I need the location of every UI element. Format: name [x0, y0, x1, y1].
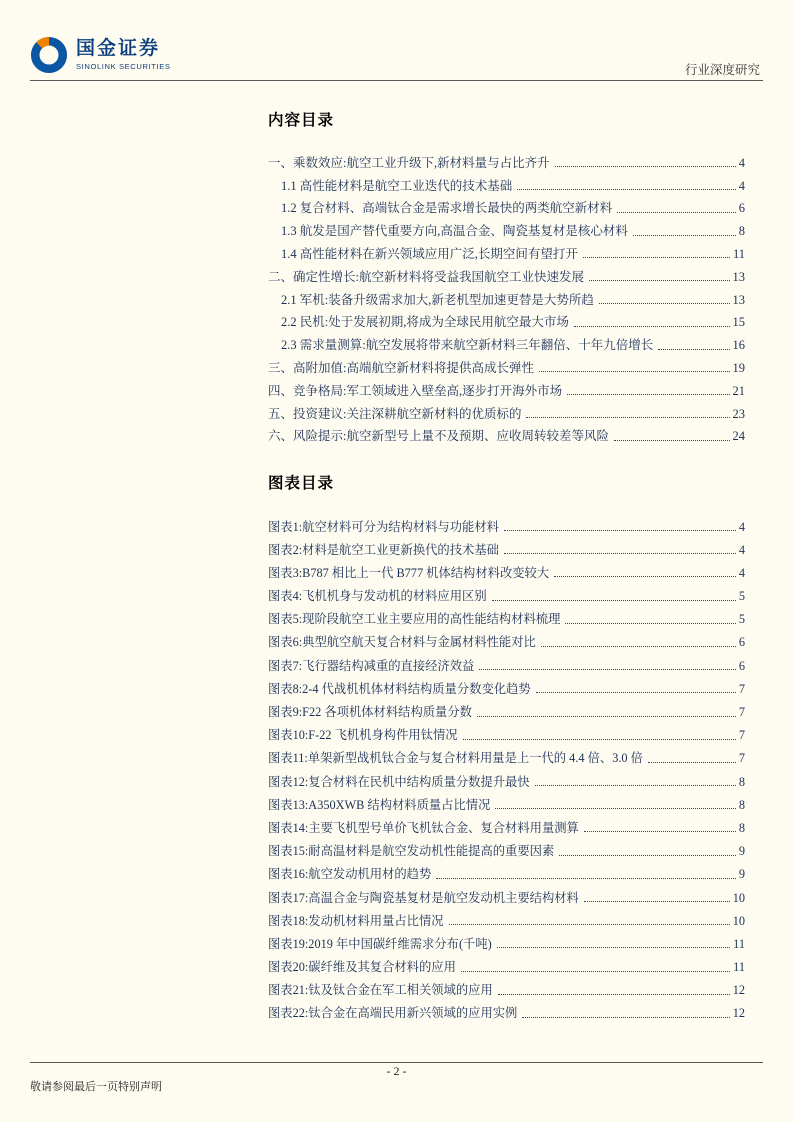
- toc-page-number: 11: [733, 936, 745, 951]
- toc-item-label: 图表21:钛及钛合金在军工相关领域的应用: [268, 983, 493, 998]
- toc-page-number: 4: [738, 519, 745, 534]
- toc-item[interactable]: [268, 975, 745, 998]
- dot-leader: [517, 189, 735, 190]
- dot-leader: [584, 831, 736, 832]
- header-divider: [30, 80, 763, 81]
- toc-item[interactable]: [268, 376, 745, 399]
- dot-leader: [554, 576, 736, 577]
- toc-item[interactable]: [268, 511, 745, 534]
- toc-item[interactable]: [268, 216, 745, 239]
- toc-item[interactable]: [268, 148, 745, 171]
- dot-leader: [565, 623, 735, 624]
- toc-item-label: 三、高附加值:高端航空新材料将提供高成长弹性: [268, 360, 534, 375]
- dot-leader: [479, 669, 736, 670]
- dot-leader: [495, 808, 735, 809]
- dot-leader: [539, 371, 730, 372]
- dot-leader: [436, 878, 736, 879]
- toc-item-label: 图表16:航空发动机用材的趋势: [268, 867, 432, 882]
- toc-page-number: 13: [732, 269, 745, 284]
- toc-item-label: 图表1:航空材料可分为结构材料与功能材料: [268, 519, 499, 534]
- dot-leader: [559, 855, 736, 856]
- logo-text: [76, 39, 171, 71]
- dot-leader: [633, 235, 736, 236]
- dot-leader: [584, 901, 730, 902]
- toc-item[interactable]: [268, 239, 745, 262]
- toc-item[interactable]: [268, 308, 745, 331]
- toc-page-number: 4: [738, 155, 745, 170]
- toc-item-label: 图表14:主要飞机型号单价飞机钛合金、复合材料用量测算: [268, 820, 579, 835]
- footer-divider: [30, 1062, 763, 1063]
- dot-leader: [617, 212, 735, 213]
- dot-leader: [504, 553, 736, 554]
- toc-item[interactable]: [268, 766, 745, 789]
- content-column: [268, 96, 745, 1021]
- dot-leader: [648, 762, 736, 763]
- toc-page-number: 21: [732, 383, 745, 398]
- toc-page-number: 6: [738, 658, 745, 673]
- toc-item[interactable]: [268, 790, 745, 813]
- footer-disclaimer: 敬请参阅最后一页特别声明: [30, 1081, 162, 1093]
- toc-page-number: 7: [738, 681, 745, 696]
- toc-item-label: 图表15:耐高温材料是航空发动机性能提高的重要因素: [268, 844, 555, 859]
- toc-page-number: 5: [738, 589, 745, 604]
- toc-item[interactable]: [268, 558, 745, 581]
- toc-item[interactable]: [268, 674, 745, 697]
- toc-item-label: 六、风险提示:航空新型号上量不及预期、应收周转较差等风险: [268, 429, 609, 444]
- toc-page-number: 16: [732, 338, 745, 353]
- toc-item-label: 2.3 需求量测算:航空发展将带来航空新材料三年翻倍、十年九倍增长: [281, 338, 654, 353]
- toc-page-number: 11: [732, 246, 745, 261]
- toc-item[interactable]: [268, 627, 745, 650]
- dot-leader: [449, 924, 730, 925]
- dot-leader: [526, 417, 729, 418]
- toc-item[interactable]: [268, 929, 745, 952]
- toc-item-label: 一、乘数效应:航空工业升级下,新材料量与占比齐升: [268, 155, 550, 170]
- sinolink-logo-icon: [30, 36, 68, 74]
- toc-item-label: 二、确定性增长:航空新材料将受益我国航空工业快速发展: [268, 269, 584, 284]
- toc-item-label: 图表8:2-4 代战机机体材料结构质量分数变化趋势: [268, 681, 531, 696]
- toc-page-number: 8: [738, 224, 745, 239]
- toc-item-label: 1.4 高性能材料在新兴领域应用广泛,长期空间有望打开: [281, 246, 578, 261]
- dot-leader: [504, 530, 736, 531]
- toc-page-number: 15: [732, 315, 745, 330]
- toc-item[interactable]: [268, 262, 745, 285]
- toc-page-number: 12: [732, 983, 745, 998]
- toc-item[interactable]: [268, 906, 745, 929]
- toc-page-number: 9: [738, 844, 745, 859]
- toc-item-label: 图表3:B787 相比上一代 B777 机体结构材料改变较大: [268, 565, 550, 580]
- toc-page-number: 10: [732, 890, 745, 905]
- toc-item-label: 图表9:F22 各项机体材料结构质量分数: [268, 705, 472, 720]
- toc-item[interactable]: [268, 285, 745, 308]
- dot-leader: [477, 716, 736, 717]
- toc-item-label: 1.3 航发是国产替代重要方向,高温合金、陶瓷基复材是核心材料: [281, 224, 628, 239]
- toc-item-label: 图表2:材料是航空工业更新换代的技术基础: [268, 542, 499, 557]
- toc-item[interactable]: [268, 399, 745, 422]
- toc-item[interactable]: [268, 604, 745, 627]
- toc-item[interactable]: [268, 330, 745, 353]
- dot-leader: [492, 600, 736, 601]
- toc-item-label: 五、投资建议:关注深耕航空新材料的优质标的: [268, 406, 522, 421]
- toc-item[interactable]: [268, 859, 745, 882]
- dot-leader: [614, 440, 730, 441]
- toc-page-number: 4: [738, 542, 745, 557]
- toc-page-number: 8: [738, 797, 745, 812]
- dot-leader: [555, 166, 736, 167]
- dot-leader: [497, 947, 730, 948]
- toc-page-number: 19: [732, 360, 745, 375]
- toc-item[interactable]: [268, 813, 745, 836]
- dot-leader: [599, 303, 730, 304]
- toc-item-label: 1.2 复合材料、高端钛合金是需求增长最快的两类航空新材料: [281, 201, 613, 216]
- dot-leader: [541, 646, 736, 647]
- dot-leader: [589, 280, 730, 281]
- toc-page-number: 5: [738, 612, 745, 627]
- toc-item[interactable]: [268, 650, 745, 673]
- toc-item-label: 图表10:F-22 飞机机身构件用钛情况: [268, 728, 458, 743]
- logo-title: 国金证券: [76, 38, 161, 60]
- dot-leader: [583, 257, 730, 258]
- toc-item[interactable]: [268, 353, 745, 376]
- toc-item-label: 图表12:复合材料在民机中结构质量分数提升最快: [268, 774, 530, 789]
- toc-page-number: 9: [738, 867, 745, 882]
- toc-item-label: 图表19:2019 年中国碳纤维需求分布(千吨): [268, 936, 492, 951]
- toc-page-number: 13: [732, 292, 745, 307]
- toc-item[interactable]: [268, 998, 745, 1021]
- dot-leader: [536, 692, 736, 693]
- toc-page-number: 6: [738, 635, 745, 650]
- figures-title: 图表目录: [268, 475, 335, 493]
- toc-page-number: 7: [738, 728, 745, 743]
- toc-page-number: 8: [738, 774, 745, 789]
- toc-item-label: 1.1 高性能材料是航空工业迭代的技术基础: [281, 178, 513, 193]
- toc-page-number: 8: [738, 820, 745, 835]
- toc-item-label: 四、竞争格局:军工领域进入壁垒高,逐步打开海外市场: [268, 383, 563, 398]
- toc-page-number: 7: [738, 705, 745, 720]
- toc-page-number: 10: [732, 913, 745, 928]
- dot-leader: [498, 994, 730, 995]
- toc-page-number: 24: [732, 429, 745, 444]
- header-logo: [30, 36, 171, 74]
- toc-page-number: 12: [732, 1006, 745, 1021]
- toc-page-number: 7: [738, 751, 745, 766]
- toc-item[interactable]: [268, 581, 745, 604]
- toc-item[interactable]: [268, 194, 745, 217]
- toc-item-label: 图表20:碳纤维及其复合材料的应用: [268, 960, 456, 975]
- toc-item-label: 图表6:典型航空航天复合材料与金属材料性能对比: [268, 635, 536, 650]
- toc-page-number: 4: [738, 565, 745, 580]
- toc-item-label: 图表7:飞行器结构减重的直接经济效益: [268, 658, 475, 673]
- page-number: - 2 -: [386, 1064, 407, 1078]
- figures-list: [268, 511, 745, 1021]
- toc-item-label: 图表22:钛合金在高端民用新兴领域的应用实例: [268, 1006, 518, 1021]
- toc-item-label: 图表11:单架新型战机钛合金与复合材料用量是上一代的 4.4 倍、3.0 倍: [268, 751, 643, 766]
- toc-item[interactable]: [268, 422, 745, 445]
- toc-item-label: 2.2 民机:处于发展初期,将成为全球民用航空最大市场: [281, 315, 569, 330]
- toc-item[interactable]: [268, 697, 745, 720]
- toc-item-label: 2.1 军机:装备升级需求加大,新老机型加速更替是大势所趋: [281, 292, 594, 307]
- toc-title: 内容目录: [268, 112, 335, 129]
- dot-leader: [461, 971, 730, 972]
- toc-item[interactable]: [268, 743, 745, 766]
- toc-item[interactable]: [268, 952, 745, 975]
- toc-item[interactable]: [268, 836, 745, 859]
- toc-item-label: 图表18:发动机材料用量占比情况: [268, 913, 444, 928]
- toc-item[interactable]: [268, 882, 745, 905]
- toc-item-label: 图表4:飞机机身与发动机的材料应用区别: [268, 589, 487, 604]
- toc-page-number: 11: [733, 960, 745, 975]
- toc-item[interactable]: [268, 171, 745, 194]
- dot-leader: [522, 1017, 729, 1018]
- dot-leader: [535, 785, 736, 786]
- dot-leader: [463, 739, 736, 740]
- toc-page-number: 4: [738, 178, 745, 193]
- toc-item-label: 图表5:现阶段航空工业主要应用的高性能结构材料梳理: [268, 612, 561, 627]
- toc-page-number: 23: [732, 406, 745, 421]
- toc-list: [268, 148, 745, 444]
- dot-leader: [574, 326, 730, 327]
- dot-leader: [658, 349, 729, 350]
- toc-item-label: 图表17:高温合金与陶瓷基复材是航空发动机主要结构材料: [268, 890, 579, 905]
- toc-item[interactable]: [268, 720, 745, 743]
- report-type-label: 行业深度研究: [684, 63, 760, 77]
- toc-item-label: 图表13:A350XWB 结构材料质量占比情况: [268, 797, 491, 812]
- dot-leader: [567, 394, 729, 395]
- logo-subtitle: SINOLINK SECURITIES: [76, 61, 171, 71]
- toc-page-number: 6: [738, 201, 745, 216]
- toc-item[interactable]: [268, 535, 745, 558]
